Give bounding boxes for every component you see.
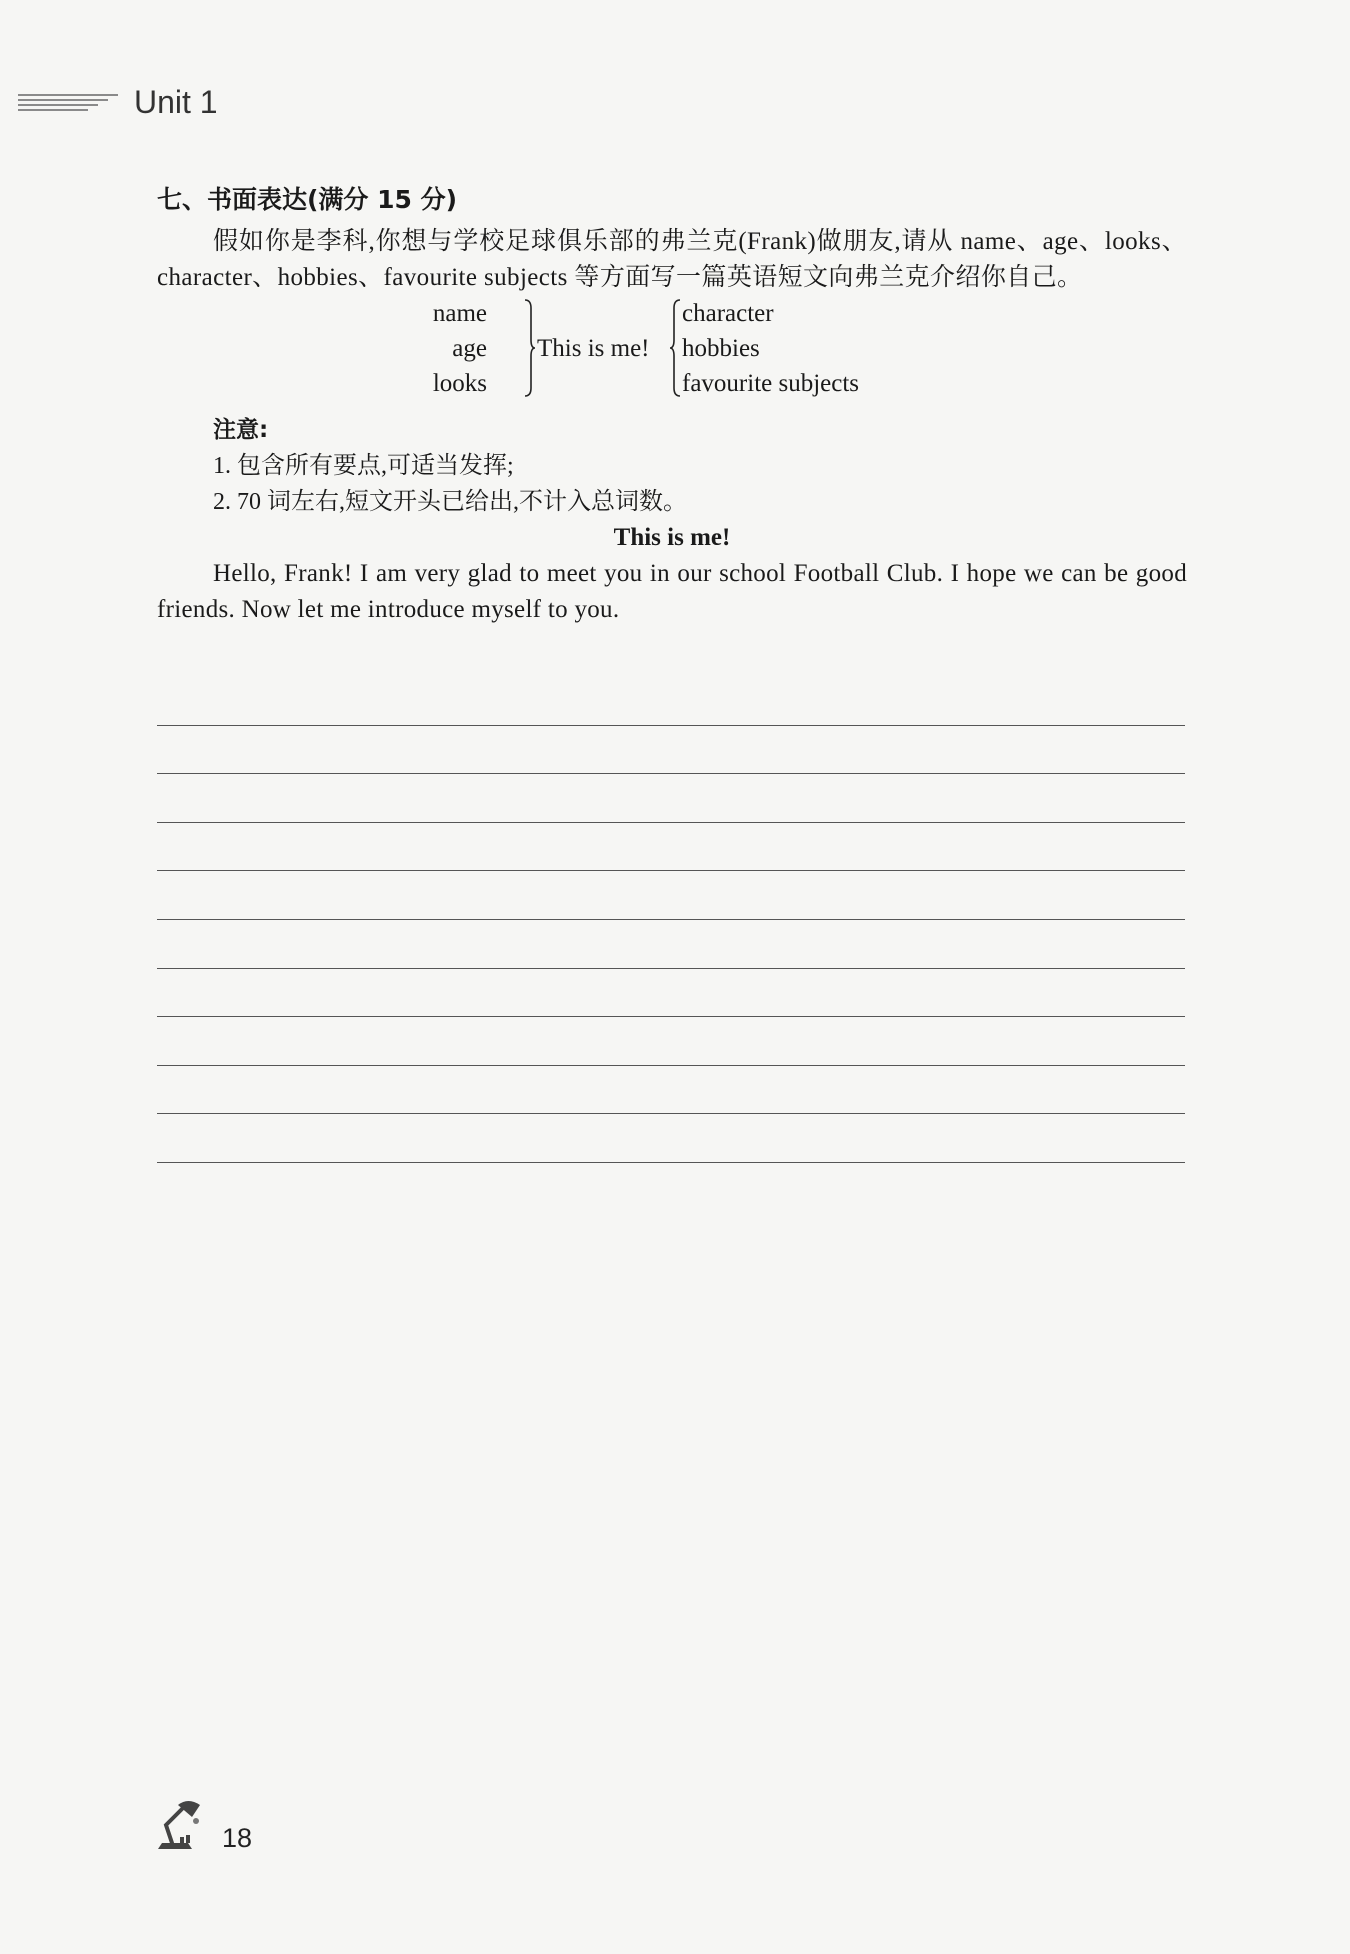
right-brace-icon <box>524 298 536 398</box>
outline-diagram <box>157 296 1187 406</box>
diagram-item-looks: looks <box>432 370 487 397</box>
answer-line[interactable] <box>157 1114 1185 1163</box>
task-instruction: 假如你是李科,你想与学校足球俱乐部的弗兰克(Frank)做朋友,请从 name、age、looks、character、hobbies、favourite subjects 等方面写一篇英语短文向弗兰克介绍你自己。 <box>157 228 1187 291</box>
desk-lamp-icon <box>152 1795 212 1855</box>
writing-task <box>157 180 1187 628</box>
diagram-item-hobbies: hobbies <box>682 335 760 362</box>
essay-title: This is me! <box>613 524 731 551</box>
answer-lines[interactable] <box>157 677 1185 1163</box>
page-footer <box>152 1795 272 1855</box>
note-item-2: 2. 70 词左右,短文开头已给出,不计入总词数。 <box>213 489 687 515</box>
diagram-item-character: character <box>682 300 774 327</box>
diagram-item-favourite-subjects: favourite subjects <box>682 370 860 397</box>
note-item-1: 1. 包含所有要点,可适当发挥; <box>213 453 514 479</box>
header-stripes <box>18 94 118 114</box>
section-title: 七、书面表达(满分 15 分) <box>157 185 458 214</box>
unit-title: Unit 1 <box>134 84 218 120</box>
answer-line[interactable] <box>157 677 1185 726</box>
left-brace-icon <box>669 298 681 398</box>
page-number: 18 <box>222 1823 253 1853</box>
answer-line[interactable] <box>157 1017 1185 1066</box>
answer-line[interactable] <box>157 726 1185 775</box>
answer-line[interactable] <box>157 969 1185 1018</box>
diagram-right-items <box>682 296 859 401</box>
essay-opening: Hello, Frank! I am very glad to meet you in our school Football Club. I hope we can be good friends. Now let me introduce myself to you. <box>157 560 1187 623</box>
answer-line[interactable] <box>157 920 1185 969</box>
diagram-center: This is me! <box>537 335 650 362</box>
answer-line[interactable] <box>157 871 1185 920</box>
answer-line[interactable] <box>157 774 1185 823</box>
diagram-item-name: name <box>432 300 487 327</box>
answer-line[interactable] <box>157 823 1185 872</box>
diagram-left-items <box>433 296 487 401</box>
diagram-item-age: age <box>452 335 487 362</box>
notes-title: 注意: <box>213 417 269 443</box>
answer-line[interactable] <box>157 1066 1185 1115</box>
